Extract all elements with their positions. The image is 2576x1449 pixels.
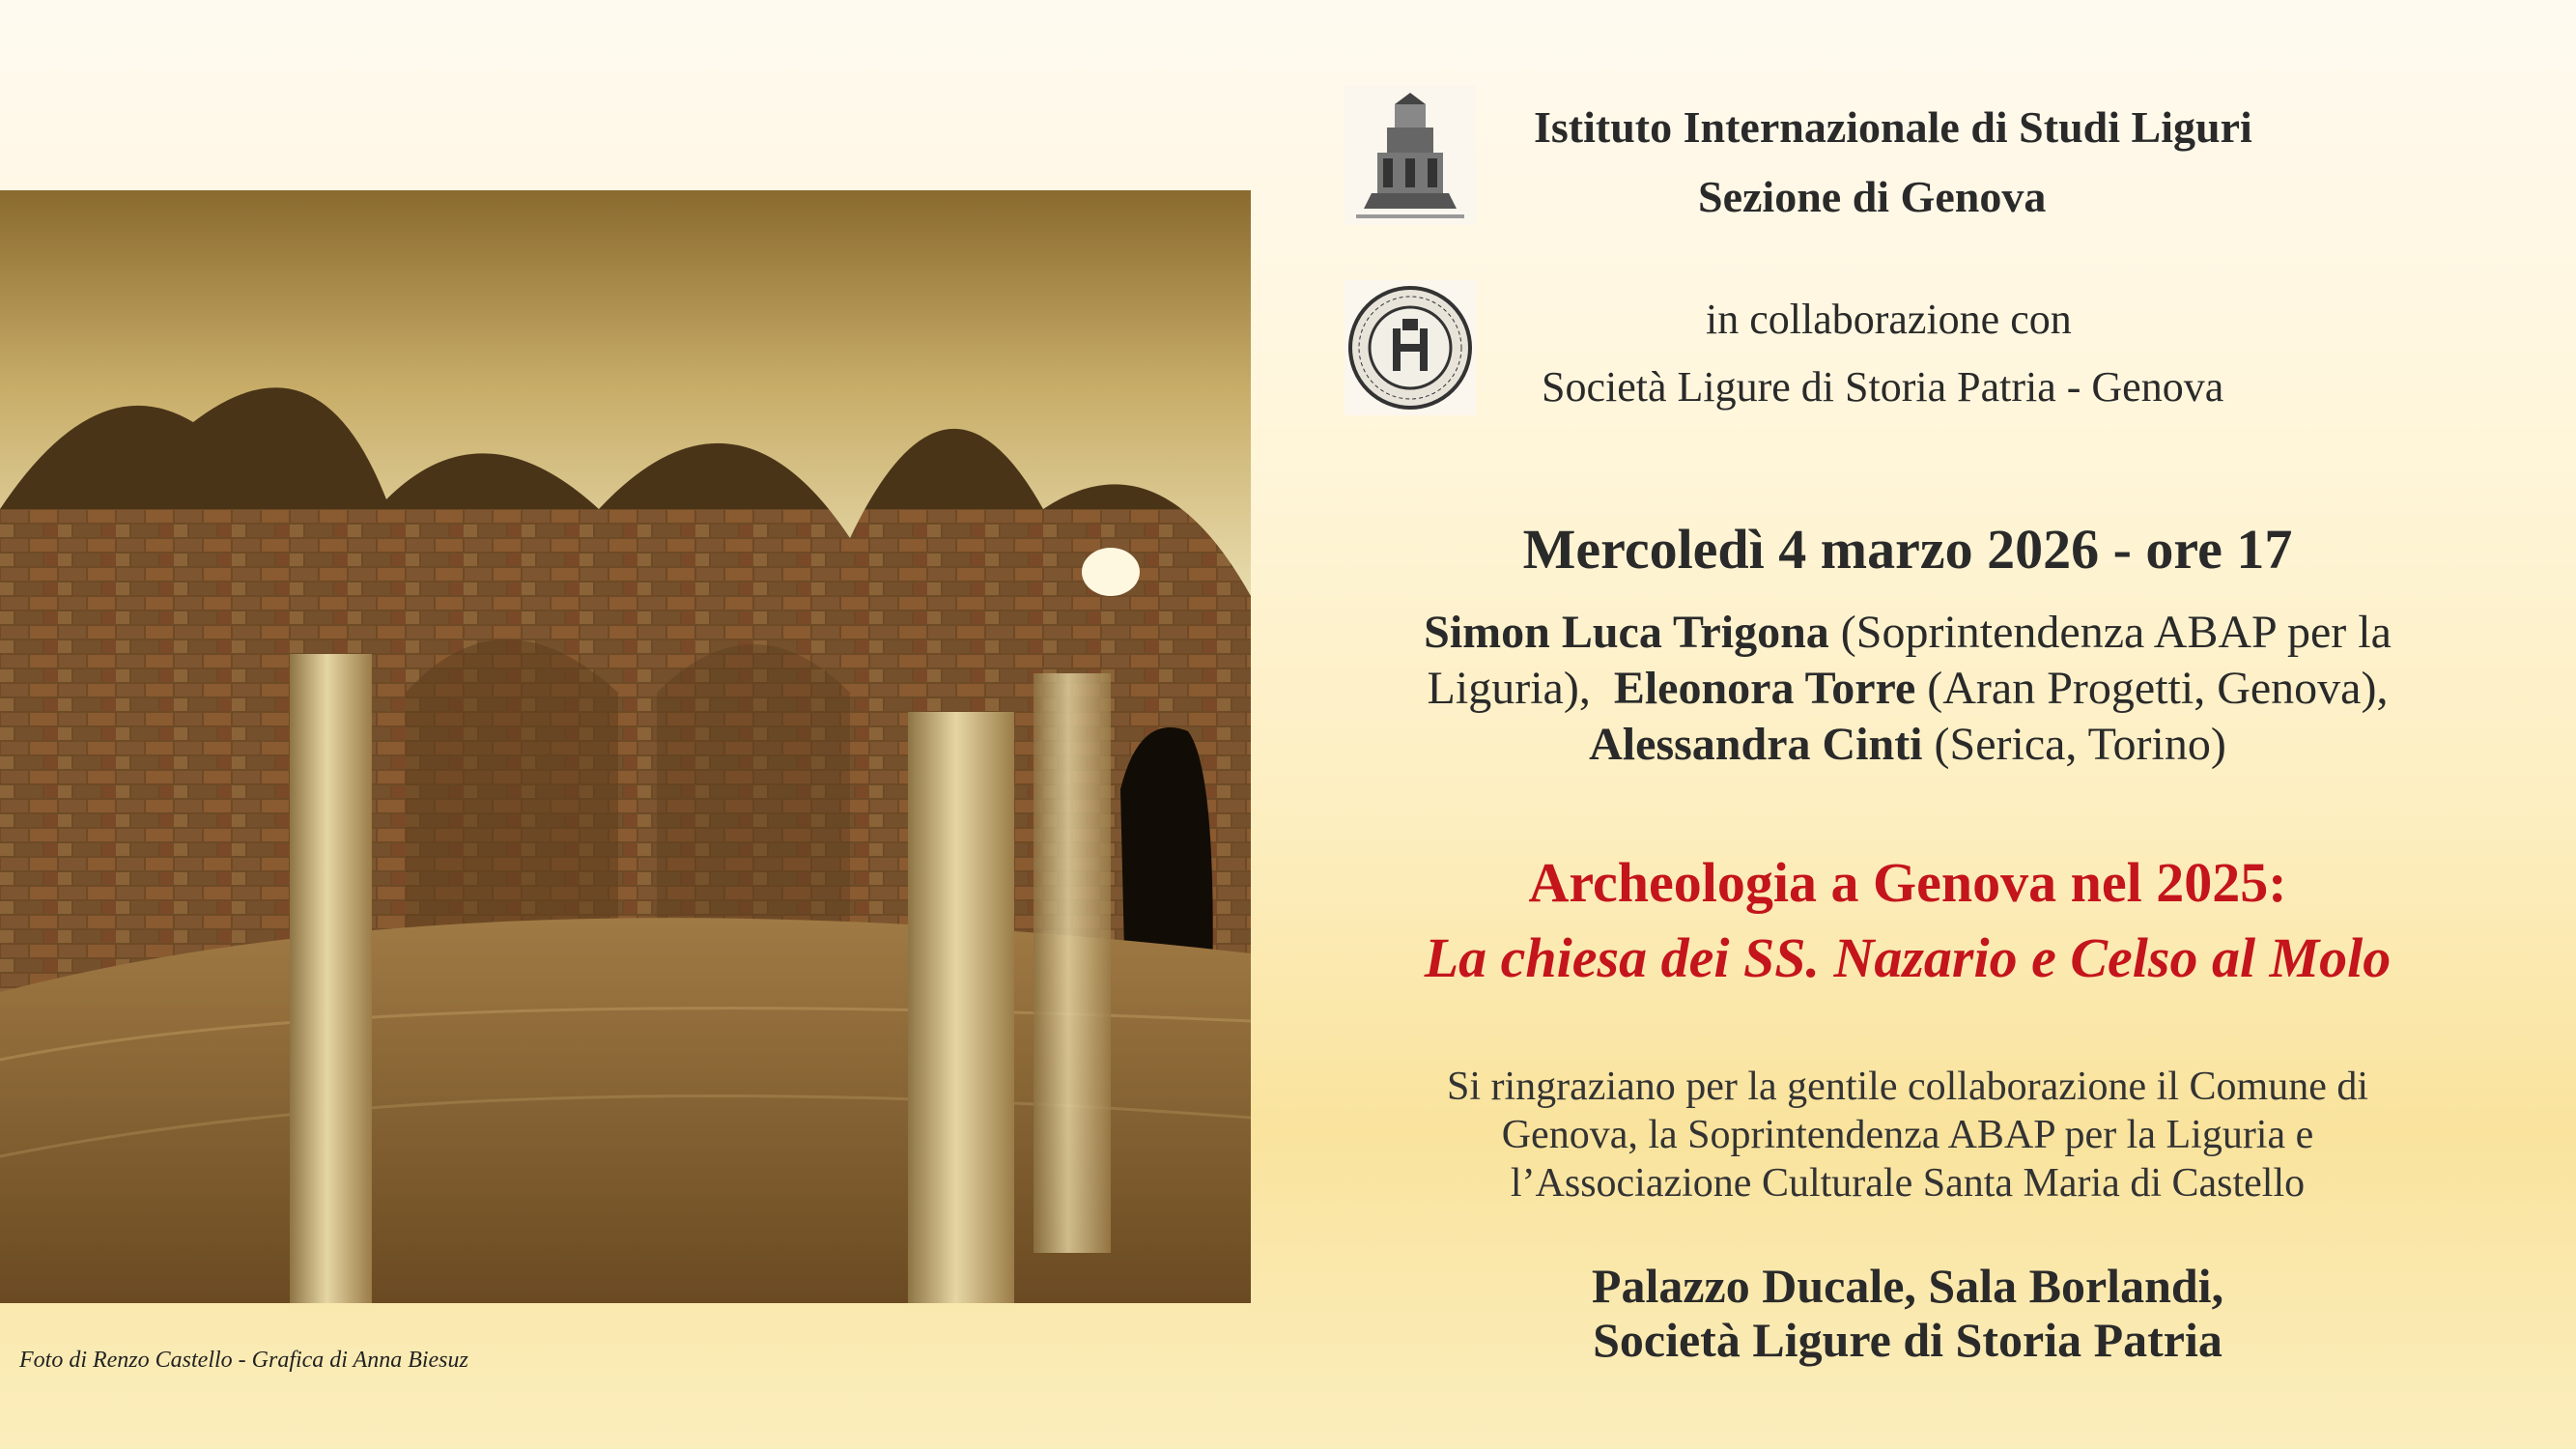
speaker-line-1 (1338, 605, 2477, 661)
venue-line: Palazzo Ducale, Sala Borlandi, (1591, 1259, 2224, 1313)
seal-icon (1345, 280, 1476, 415)
speaker-name: Alessandra Cinti (1589, 719, 1923, 770)
event-date: Mercoledì 4 marzo 2026 - ore 17 (1522, 518, 2293, 581)
speaker-line-3 (1338, 717, 2477, 773)
thanks-line: l’Associazione Culturale Santa Maria di Castello (1510, 1161, 2306, 1206)
speaker-affiliation: (Aran Progetti, Genova), (1915, 663, 2389, 714)
institute-logo (1345, 85, 1476, 225)
monument-icon (1345, 85, 1476, 225)
collaboration-partner: Società Ligure di Storia Patria - Genova (1542, 363, 2224, 411)
speakers (1338, 605, 2477, 773)
speaker-name: Eleonora Torre (1590, 663, 1916, 714)
thanks-line: Si ringraziano per la gentile collaborazione il Comune di (1446, 1065, 2369, 1109)
speaker-name: Simon Luca Trigona (1424, 607, 1829, 658)
collaboration-label: in collaborazione con (1706, 296, 2072, 343)
speaker-line-2 (1338, 661, 2477, 717)
speaker-affiliation: (Serica, Torino) (1922, 719, 2226, 770)
event-venue (1338, 1259, 2477, 1367)
society-seal (1345, 280, 1476, 415)
thanks-line: Genova, la Soprintendenza ABAP per la Liguria e (1501, 1113, 2314, 1157)
venue-line: Società Ligure di Storia Patria (1593, 1313, 2222, 1367)
crypt-illustration (0, 190, 1251, 1303)
institute-section: Sezione di Genova (1698, 172, 2047, 221)
event-subtitle: La chiesa dei SS. Nazario e Celso al Molo (1424, 926, 2392, 989)
crypt-photo (0, 190, 1251, 1303)
photo-credit: Foto di Renzo Castello - Grafica di Anna Biesuz (19, 1348, 468, 1373)
speaker-affiliation-cont: Liguria), (1427, 663, 1591, 714)
institute-name: Istituto Internazionale di Studi Liguri (1534, 102, 2252, 152)
event-title: Archeologia a Genova nel 2025: (1528, 851, 2287, 914)
acknowledgements (1338, 1063, 2477, 1208)
speaker-affiliation: (Soprintendenza ABAP per la (1828, 607, 2392, 658)
